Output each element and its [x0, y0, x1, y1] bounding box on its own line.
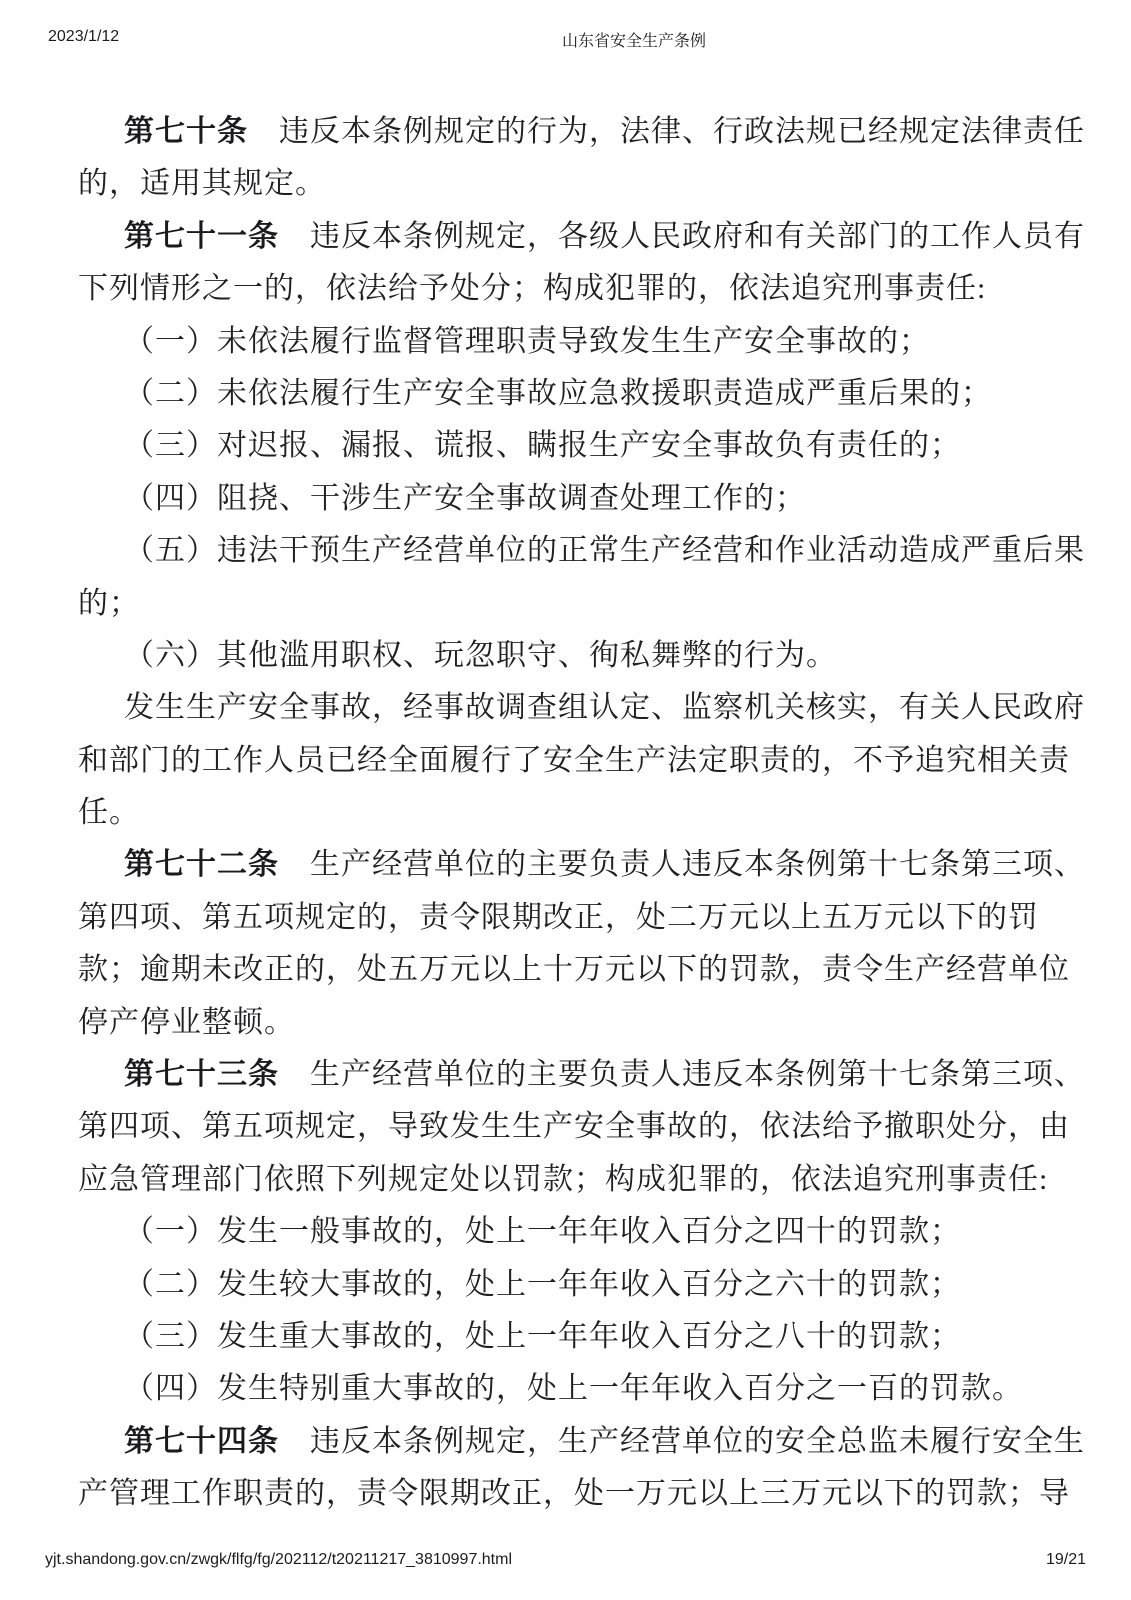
- header-document-title: 山东省安全生产条例: [562, 33, 707, 50]
- text-line: （六）其他滥用职权、玩忽职守、徇私舞弊的行为。: [124, 638, 837, 672]
- article-number: 第七十一条: [124, 219, 279, 253]
- article-number: 第七十二条: [124, 848, 279, 882]
- text-line: 产管理工作职责的，责令限期改正，处一万元以上三万元以下的罚款；导: [78, 1477, 1070, 1511]
- article-heading-line: 第七十一条 违反本条例规定，各级人民政府和有关部门的工作人员有: [124, 219, 1085, 253]
- text-line: 的；: [78, 586, 140, 620]
- text-line: （二）发生较大事故的，处上一年年收入百分之六十的罚款；: [124, 1267, 961, 1301]
- article-number: 第七十三条: [124, 1058, 279, 1092]
- text-line: 停产停业整顿。: [78, 1005, 295, 1039]
- text-line: 第四项、第五项规定，导致发生生产安全事故的，依法给予撤职处分，由: [78, 1110, 1070, 1144]
- text-line: 的，适用其规定。: [78, 167, 326, 201]
- text-line: 下列情形之一的，依法给予处分；构成犯罪的，依法追究刑事责任:: [78, 272, 987, 306]
- text-line: 第四项、第五项规定的，责令限期改正，处二万元以上五万元以下的罚: [78, 900, 1039, 934]
- text-line: 任。: [78, 796, 140, 830]
- text-line: 应急管理部门依照下列规定处以罚款；构成犯罪的，依法追究刑事责任:: [78, 1162, 1049, 1196]
- text-line: （五）违法干预生产经营单位的正常生产经营和作业活动造成严重后果: [124, 534, 1085, 568]
- article-number: 第七十条: [124, 115, 248, 148]
- article-heading-line: 第七十条 违反本条例规定的行为，法律、行政法规已经规定法律责任: [124, 115, 1085, 148]
- text-line: （二）未依法履行生产安全事故应急救援职责造成严重后果的；: [124, 376, 992, 410]
- text-line: （一）发生一般事故的，处上一年年收入百分之四十的罚款；: [124, 1215, 961, 1249]
- footer-page-number: 19/21: [1045, 1551, 1086, 1568]
- header-date: 2023/1/12: [48, 28, 120, 45]
- article-heading-line: 第七十二条 生产经营单位的主要负责人违反本条例第十七条第三项、: [124, 848, 1085, 882]
- text-line: 和部门的工作人员已经全面履行了安全生产法定职责的，不予追究相关责: [78, 743, 1070, 777]
- text-line: （四）发生特别重大事故的，处上一年年收入百分之一百的罚款。: [124, 1372, 1023, 1406]
- document-body: [78, 106, 1083, 1521]
- article-heading-line: 第七十三条 生产经营单位的主要负责人违反本条例第十七条第三项、: [124, 1058, 1085, 1092]
- article-number: 第七十四条: [124, 1424, 279, 1458]
- article-heading-line: 第七十四条 违反本条例规定，生产经营单位的安全总监未履行安全生: [124, 1424, 1085, 1458]
- text-line: （一）未依法履行监督管理职责导致发生生产安全事故的；: [124, 324, 930, 358]
- text-line: 发生生产安全事故，经事故调查组认定、监察机关核实，有关人民政府: [124, 691, 1085, 725]
- text-line: （三）对迟报、漏报、谎报、瞒报生产安全事故负有责任的；: [124, 429, 961, 463]
- text-line: （四）阻挠、干涉生产安全事故调查处理工作的；: [124, 481, 806, 515]
- text-line: （三）发生重大事故的，处上一年年收入百分之八十的罚款；: [124, 1319, 961, 1353]
- footer-url: yjt.shandong.gov.cn/zwgk/flfg/fg/202112/t20211217_3810997.html: [45, 1551, 513, 1568]
- text-line: 款；逾期未改正的，处五万元以上十万元以下的罚款，责令生产经营单位: [78, 953, 1070, 987]
